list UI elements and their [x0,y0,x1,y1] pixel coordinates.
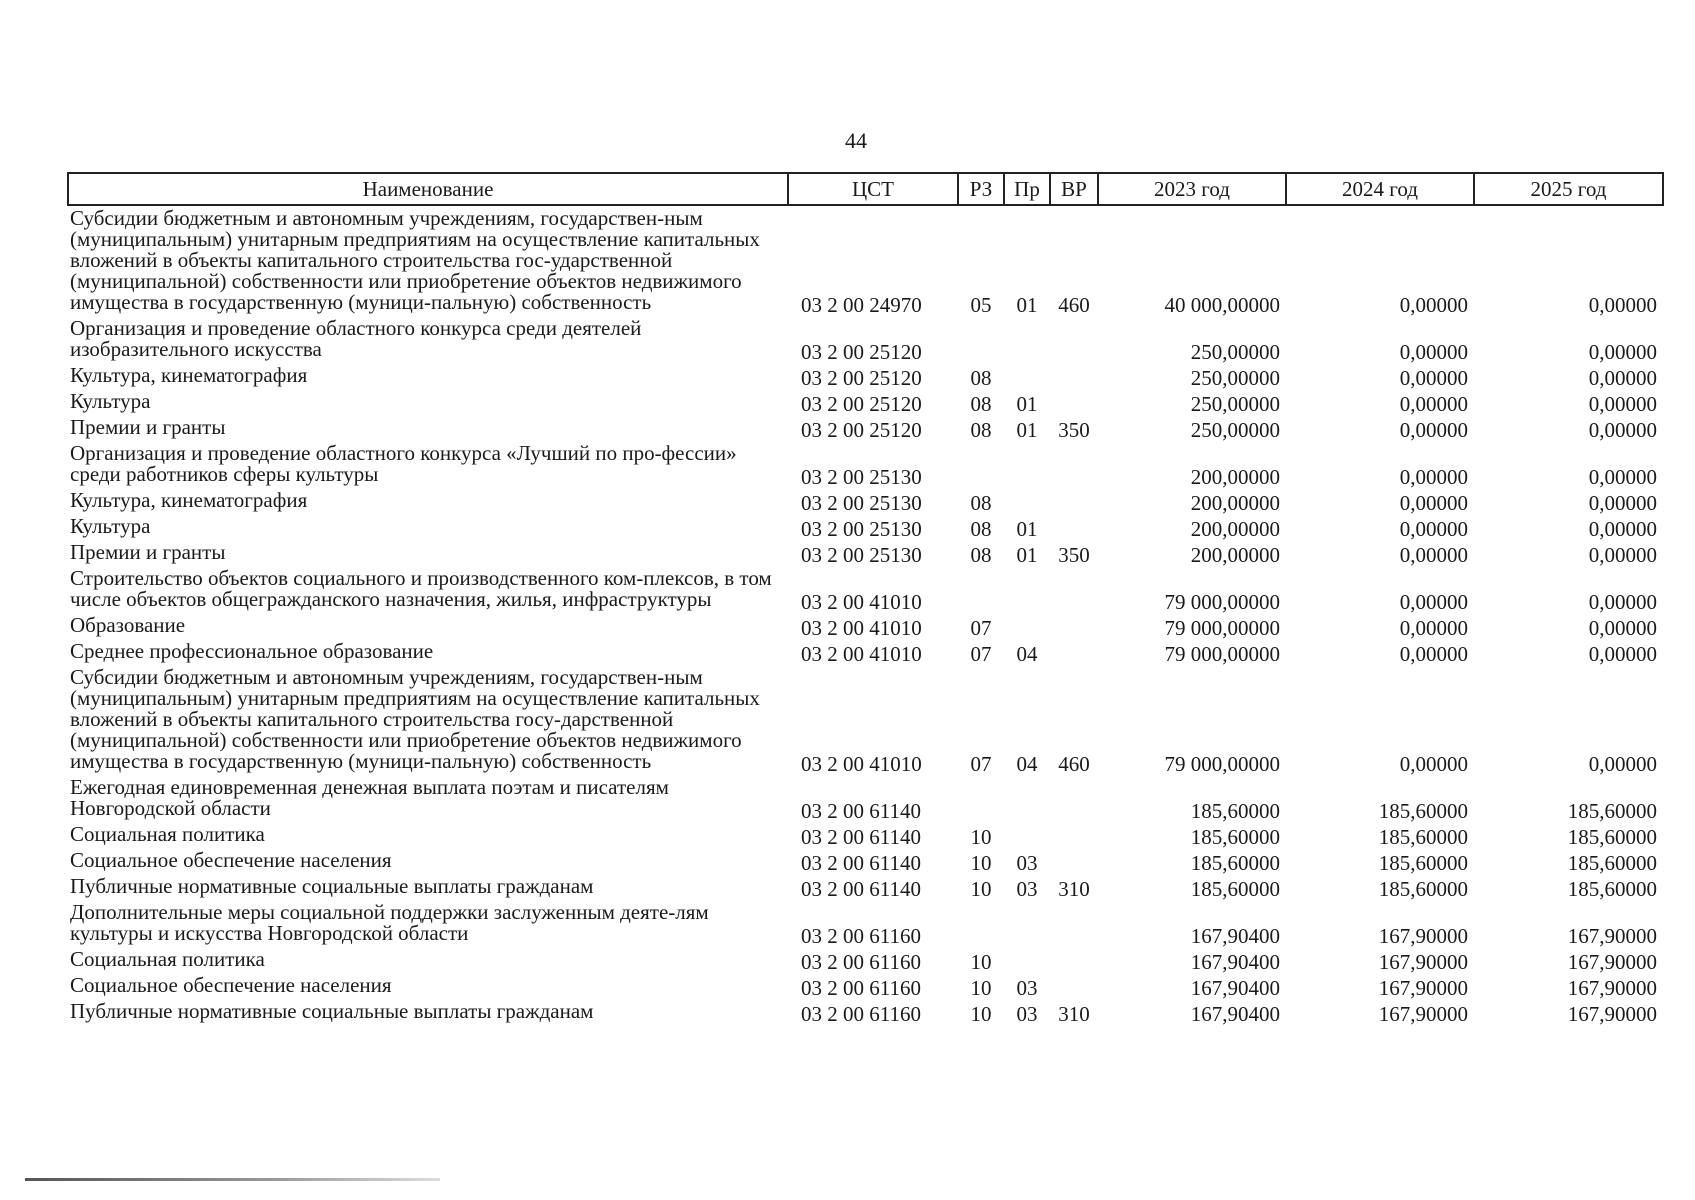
cell-2023: 185,60000 [1190,799,1280,823]
cell-2024: 185,60000 [1378,877,1468,901]
cell-vr [1050,488,1098,514]
table-row [68,639,1663,665]
table-row [68,441,1663,488]
cell-2023: 185,60000 [1190,825,1280,849]
cell-name: Культура [70,514,151,538]
cell-rz [958,316,1004,363]
cell-2025: 167,90000 [1567,950,1657,974]
cell-2025: 0,00000 [1588,752,1657,776]
cell-pr [1004,613,1050,639]
cell-cst: 03 2 00 41010 [801,590,922,614]
cell-2024: 0,00000 [1399,340,1468,364]
cell-cst: 03 2 00 61160 [801,924,921,948]
cell-2023: 250,00000 [1190,418,1280,442]
cell-2023: 167,90400 [1190,1002,1280,1026]
cell-vr [1050,639,1098,665]
cell-vr: 310 [1058,1002,1090,1026]
cell-2025: 0,00000 [1588,616,1657,640]
cell-2025: 0,00000 [1588,418,1657,442]
cell-pr [1004,947,1050,973]
cell-name: Образование [70,613,186,637]
cell-2024: 167,90000 [1378,1002,1468,1026]
cell-name: Премии и гранты [70,415,226,439]
cell-rz: 10 [970,851,992,875]
cell-vr [1050,441,1098,488]
cell-vr [1050,514,1098,540]
cell-pr [1004,775,1050,822]
cell-cst: 03 2 00 61160 [801,1002,921,1026]
cell-rz: 08 [970,491,992,515]
cell-cst: 03 2 00 61140 [801,877,921,901]
cell-2024: 185,60000 [1378,825,1468,849]
cell-2024: 0,00000 [1399,465,1468,489]
cell-2024: 0,00000 [1399,392,1468,416]
cell-pr: 01 [1016,418,1038,442]
cell-2024: 185,60000 [1378,851,1468,875]
cell-2025: 185,60000 [1567,799,1657,823]
table-row [68,822,1663,848]
cell-vr [1050,389,1098,415]
header-name: Наименование [68,173,788,205]
table-row [68,363,1663,389]
cell-vr: 310 [1058,877,1090,901]
table-row [68,973,1663,999]
cell-name: Социальное обеспечение населения [70,848,392,872]
cell-cst: 03 2 00 61140 [801,799,921,823]
cell-name: Среднее профессиональное образование [70,639,434,663]
header-2023: 2023 год [1098,173,1286,205]
table-row [68,775,1663,822]
header-2024: 2024 год [1286,173,1474,205]
cell-2024: 0,00000 [1399,418,1468,442]
cell-2023: 250,00000 [1190,392,1280,416]
cell-rz: 10 [970,1002,992,1026]
cell-name: Культура, кинематография [70,488,308,512]
cell-pr [1004,363,1050,389]
cell-pr: 01 [1016,543,1038,567]
cell-2024: 167,90000 [1378,976,1468,1000]
budget-table [67,172,1664,1025]
cell-name: Культура, кинематография [70,363,308,387]
cell-rz: 10 [970,877,992,901]
cell-name: Премии и гранты [70,540,226,564]
cell-rz: 08 [970,366,992,390]
cell-2024: 0,00000 [1399,491,1468,515]
cell-2025: 0,00000 [1588,293,1657,317]
cell-name: Социальная политика [70,822,265,846]
table-row [68,848,1663,874]
cell-2023: 200,00000 [1190,491,1280,515]
cell-vr [1050,316,1098,363]
cell-2023: 200,00000 [1190,543,1280,567]
cell-2024: 185,60000 [1378,799,1468,823]
cell-2023: 185,60000 [1190,851,1280,875]
cell-pr: 01 [1016,293,1038,317]
table-row [68,613,1663,639]
cell-rz: 05 [970,293,992,317]
cell-2023: 40 000,00000 [1164,293,1280,317]
cell-2024: 0,00000 [1399,590,1468,614]
cell-2023: 79 000,00000 [1164,590,1280,614]
cell-2023: 200,00000 [1190,465,1280,489]
table-row [68,900,1663,947]
cell-2024: 167,90000 [1378,924,1468,948]
scan-edge-line [25,1178,440,1181]
cell-2025: 185,60000 [1567,851,1657,875]
cell-name: Культура [70,389,151,413]
cell-cst: 03 2 00 61140 [801,825,921,849]
cell-vr [1050,973,1098,999]
cell-name: Субсидии бюджетным и автономным учреждениям, государствен-ным (муниципальным) унитарным предприятиям на осуществление капитальных вложений в объекты капитального строительства гос-ударственной (муниципальной) собственности или приобретение объектов недвижимого имущества в государственную (муници-пальную) собственность [70,206,760,314]
header-2025: 2025 год [1474,173,1663,205]
cell-pr: 03 [1016,1002,1038,1026]
cell-cst: 03 2 00 61160 [801,950,921,974]
cell-rz: 08 [970,543,992,567]
cell-vr: 350 [1058,543,1090,567]
cell-pr: 01 [1016,517,1038,541]
table-row [68,488,1663,514]
table-row [68,947,1663,973]
table-row [68,389,1663,415]
cell-name: Ежегодная единовременная денежная выплата поэтам и писателям Новгородской области [70,775,669,820]
cell-2025: 0,00000 [1588,340,1657,364]
table-row [68,874,1663,900]
cell-vr [1050,947,1098,973]
cell-rz [958,441,1004,488]
cell-cst: 03 2 00 24970 [801,293,922,317]
cell-cst: 03 2 00 25120 [801,366,922,390]
cell-2023: 185,60000 [1190,877,1280,901]
cell-pr: 04 [1016,752,1038,776]
cell-2023: 250,00000 [1190,340,1280,364]
cell-pr [1004,316,1050,363]
cell-vr: 460 [1058,293,1090,317]
cell-rz: 07 [970,616,992,640]
cell-name: Социальное обеспечение населения [70,973,392,997]
cell-2025: 185,60000 [1567,877,1657,901]
table-row [68,205,1663,316]
cell-vr [1050,822,1098,848]
table-row [68,415,1663,441]
cell-vr [1050,613,1098,639]
cell-name: Строительство объектов социального и производственного ком-плексов, в том числе объектов общегражданского назначения, жилья, инфраструктуры [70,566,772,611]
cell-2025: 0,00000 [1588,366,1657,390]
cell-2025: 0,00000 [1588,491,1657,515]
cell-vr: 350 [1058,418,1090,442]
cell-vr [1050,363,1098,389]
header-rz: РЗ [958,173,1004,205]
cell-2025: 0,00000 [1588,465,1657,489]
cell-2024: 0,00000 [1399,616,1468,640]
cell-cst: 03 2 00 41010 [801,616,922,640]
cell-pr: 04 [1016,642,1038,666]
cell-vr [1050,566,1098,613]
cell-pr [1004,488,1050,514]
cell-vr [1050,848,1098,874]
cell-2025: 0,00000 [1588,590,1657,614]
header-pr: Пр [1004,173,1050,205]
cell-2024: 0,00000 [1399,543,1468,567]
cell-2023: 200,00000 [1190,517,1280,541]
table-row [68,566,1663,613]
cell-name: Публичные нормативные социальные выплаты гражданам [70,999,594,1023]
cell-rz: 07 [970,642,992,666]
cell-rz: 08 [970,418,992,442]
header-vr: ВР [1050,173,1098,205]
cell-vr [1050,775,1098,822]
cell-cst: 03 2 00 25130 [801,517,922,541]
table-row [68,514,1663,540]
cell-vr: 460 [1058,752,1090,776]
cell-cst: 03 2 00 25130 [801,465,922,489]
cell-cst: 03 2 00 41010 [801,752,922,776]
cell-2023: 250,00000 [1190,366,1280,390]
cell-name: Субсидии бюджетным и автономным учреждениям, государствен-ным (муниципальным) унитарным предприятиям на осуществление капитальных вложений в объекты капитального строительства госу-дарственной (муниципальной) собственности или приобретение объектов недвижимого имущества в государственную (муници-пальную) собственность [70,665,760,773]
cell-2024: 0,00000 [1399,642,1468,666]
table-row [68,665,1663,775]
cell-cst: 03 2 00 25120 [801,340,922,364]
cell-name: Организация и проведение областного конкурса среди деятелей изобразительного искусства [70,316,642,361]
cell-2024: 0,00000 [1399,293,1468,317]
table-body [68,205,1663,1025]
cell-2025: 167,90000 [1567,976,1657,1000]
cell-rz [958,566,1004,613]
cell-cst: 03 2 00 61140 [801,851,921,875]
cell-rz: 08 [970,392,992,416]
table-row [68,999,1663,1025]
cell-cst: 03 2 00 25130 [801,543,922,567]
cell-name: Организация и проведение областного конкурса «Лучший по про-фессии» среди работников сферы культуры [70,441,737,486]
cell-rz [958,775,1004,822]
cell-rz: 10 [970,950,992,974]
cell-2023: 167,90400 [1190,924,1280,948]
table-row [68,540,1663,566]
cell-rz: 07 [970,752,992,776]
cell-rz: 08 [970,517,992,541]
cell-pr: 01 [1016,392,1038,416]
cell-2025: 167,90000 [1567,1002,1657,1026]
cell-name: Публичные нормативные социальные выплаты гражданам [70,874,594,898]
cell-cst: 03 2 00 41010 [801,642,922,666]
cell-pr [1004,566,1050,613]
cell-2025: 0,00000 [1588,642,1657,666]
cell-rz [958,900,1004,947]
cell-2025: 167,90000 [1567,924,1657,948]
cell-2024: 0,00000 [1399,752,1468,776]
cell-cst: 03 2 00 61160 [801,976,921,1000]
cell-name: Социальная политика [70,947,265,971]
cell-name: Дополнительные меры социальной поддержки заслуженным деяте-лям культуры и искусства Новгородской области [70,900,709,945]
cell-pr: 03 [1016,976,1038,1000]
header-cst: ЦСТ [788,173,958,205]
cell-2024: 167,90000 [1378,950,1468,974]
cell-pr [1004,822,1050,848]
cell-2025: 0,00000 [1588,392,1657,416]
cell-2023: 167,90400 [1190,950,1280,974]
cell-2025: 185,60000 [1567,825,1657,849]
cell-2024: 0,00000 [1399,366,1468,390]
cell-2023: 79 000,00000 [1164,752,1280,776]
cell-2024: 0,00000 [1399,517,1468,541]
cell-pr [1004,900,1050,947]
cell-vr [1050,900,1098,947]
table-row [68,316,1663,363]
cell-pr: 03 [1016,877,1038,901]
cell-pr [1004,441,1050,488]
cell-rz: 10 [970,825,992,849]
table-header [68,173,1663,205]
cell-2025: 0,00000 [1588,543,1657,567]
page-number: 44 [845,128,867,153]
cell-rz: 10 [970,976,992,1000]
cell-2023: 167,90400 [1190,976,1280,1000]
cell-cst: 03 2 00 25120 [801,418,922,442]
cell-2023: 79 000,00000 [1164,642,1280,666]
cell-2025: 0,00000 [1588,517,1657,541]
cell-pr: 03 [1016,851,1038,875]
cell-cst: 03 2 00 25130 [801,491,922,515]
cell-2023: 79 000,00000 [1164,616,1280,640]
cell-cst: 03 2 00 25120 [801,392,922,416]
